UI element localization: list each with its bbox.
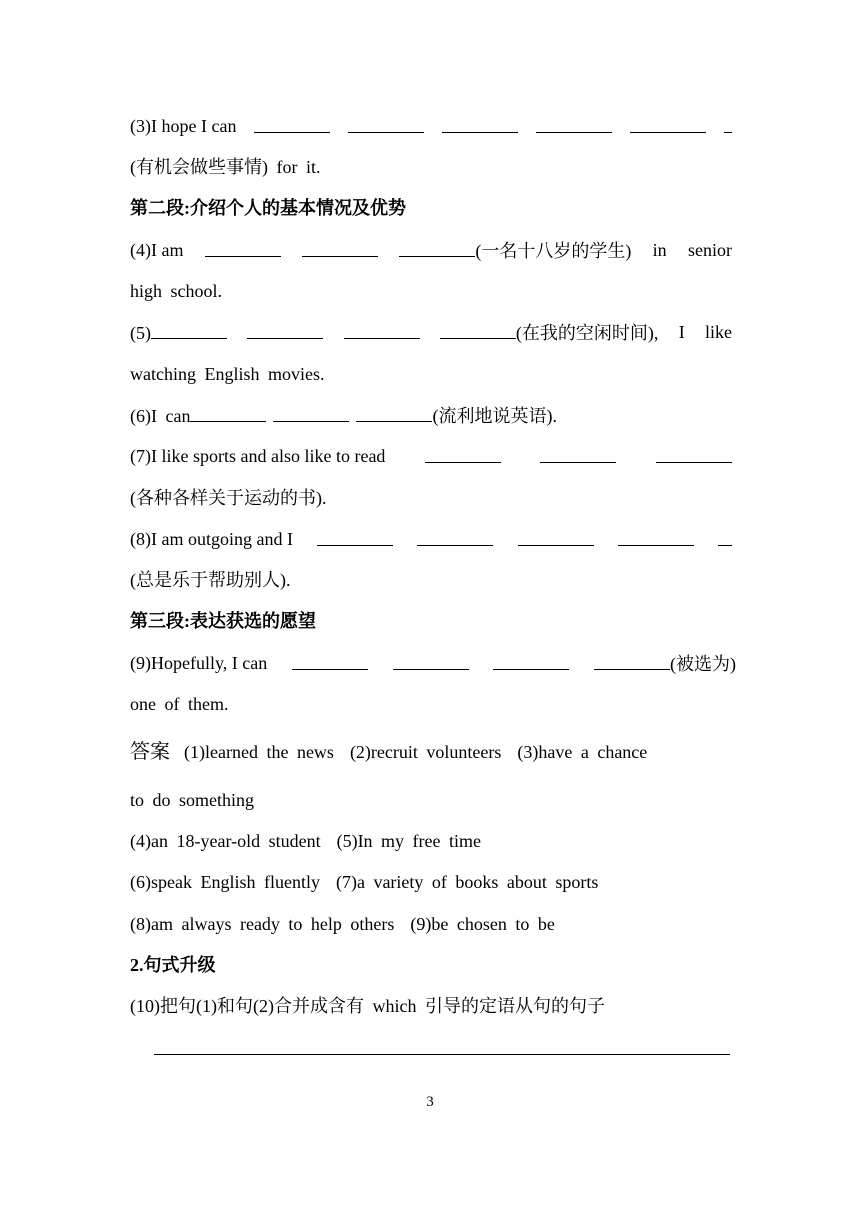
question-7-line: [130, 444, 732, 468]
answer-line[interactable]: [154, 1054, 730, 1055]
question-10-text: (10)把句(1)和句(2)合并成含有 which 引导的定语从句的句子: [130, 996, 605, 1016]
answer-6: (6)speak English fluently: [130, 872, 320, 892]
answer-blank[interactable]: [344, 320, 420, 339]
answers-line-1: [130, 740, 732, 764]
answer-4: (4)an 18-year-old student: [130, 831, 321, 851]
question-3-hint: (有机会做些事情) for it.: [130, 157, 321, 177]
question-9-text: (9)Hopefully, I can: [130, 653, 268, 673]
question-5-word: like: [704, 322, 732, 342]
answer-blank[interactable]: [247, 320, 323, 339]
question-6-hint: (流利地说英语).: [432, 406, 557, 426]
question-3-text: (3)I hope I can: [130, 116, 237, 136]
answer-blank[interactable]: [425, 444, 501, 463]
question-4-text: (4)I am: [130, 240, 184, 260]
answer-blank[interactable]: [393, 651, 469, 670]
upgrade-heading: 2.句式升级: [130, 955, 216, 975]
answer-blank[interactable]: [630, 114, 706, 133]
answer-2: (2)recruit volunteers: [349, 742, 502, 762]
answer-8: (8)am always ready to help others: [130, 914, 395, 934]
question-4-hint: (一名十八岁的学生): [475, 241, 632, 261]
answer-blank[interactable]: [618, 527, 694, 546]
question-4-line: [130, 238, 732, 263]
answer-blank[interactable]: [518, 527, 594, 546]
answer-blank[interactable]: [348, 114, 424, 133]
answer-blank[interactable]: [302, 238, 378, 257]
answer-blank[interactable]: [292, 651, 368, 670]
question-8-line: [130, 527, 732, 551]
answer-blank[interactable]: [356, 403, 432, 422]
question-5-continuation: watching English movies.: [130, 364, 325, 384]
question-9-hint: (被选为): [669, 654, 736, 674]
answer-blank[interactable]: [190, 403, 266, 422]
answer-blank[interactable]: [656, 444, 732, 463]
answer-3: (3)have a chance: [517, 742, 648, 762]
question-4-word: senior: [687, 240, 732, 260]
answer-5: (5)In my free time: [336, 831, 482, 851]
answers-line-4: [130, 870, 732, 894]
question-8-hint: (总是乐于帮助别人).: [130, 570, 291, 590]
answer-blank[interactable]: [317, 527, 393, 546]
answer-1: (1)learned the news: [184, 742, 334, 762]
section-3-heading: 第三段:表达获选的愿望: [130, 611, 316, 631]
answer-9: (9)be chosen to be: [410, 914, 555, 934]
question-5-label: (5): [130, 323, 151, 343]
answer-7: (7)a variety of books about sports: [335, 872, 599, 892]
answer-blank[interactable]: [440, 320, 516, 339]
answer-blank[interactable]: [493, 651, 569, 670]
question-5-hint: (在我的空闲时间),: [515, 323, 659, 343]
answer-blank[interactable]: [205, 238, 281, 257]
section-2-heading: 第二段:介绍个人的基本情况及优势: [130, 198, 406, 218]
question-5-word: I: [678, 322, 685, 342]
answer-blank[interactable]: [594, 651, 670, 670]
question-9-continuation: one of them.: [130, 694, 229, 714]
question-9-line: [130, 651, 736, 676]
question-7-text: (7)I like sports and also like to read: [130, 446, 386, 466]
answer-label: 答案: [130, 741, 170, 763]
answers-line-3: [130, 829, 732, 853]
answer-blank[interactable]: [536, 114, 612, 133]
answer-blank[interactable]: [442, 114, 518, 133]
answer-blank[interactable]: [718, 527, 732, 546]
question-4-word: in: [652, 240, 667, 260]
question-6-text: (6)I can: [130, 406, 191, 426]
answer-blank[interactable]: [540, 444, 616, 463]
answer-blank[interactable]: [724, 114, 732, 133]
page-number: 3: [426, 1094, 434, 1110]
question-3-line: [130, 114, 732, 138]
question-7-hint: (各种各样关于运动的书).: [130, 488, 327, 508]
answer-blank[interactable]: [417, 527, 493, 546]
question-5-line: [130, 320, 732, 345]
answers-line-5: [130, 912, 732, 936]
answer-blank[interactable]: [273, 403, 349, 422]
question-8-text: (8)I am outgoing and I: [130, 529, 293, 549]
question-4-continuation: high school.: [130, 281, 222, 301]
answer-3-continuation: to do something: [130, 790, 254, 810]
answer-blank[interactable]: [399, 238, 475, 257]
answer-blank[interactable]: [151, 320, 227, 339]
answer-blank[interactable]: [254, 114, 330, 133]
question-6-line: [130, 403, 732, 428]
